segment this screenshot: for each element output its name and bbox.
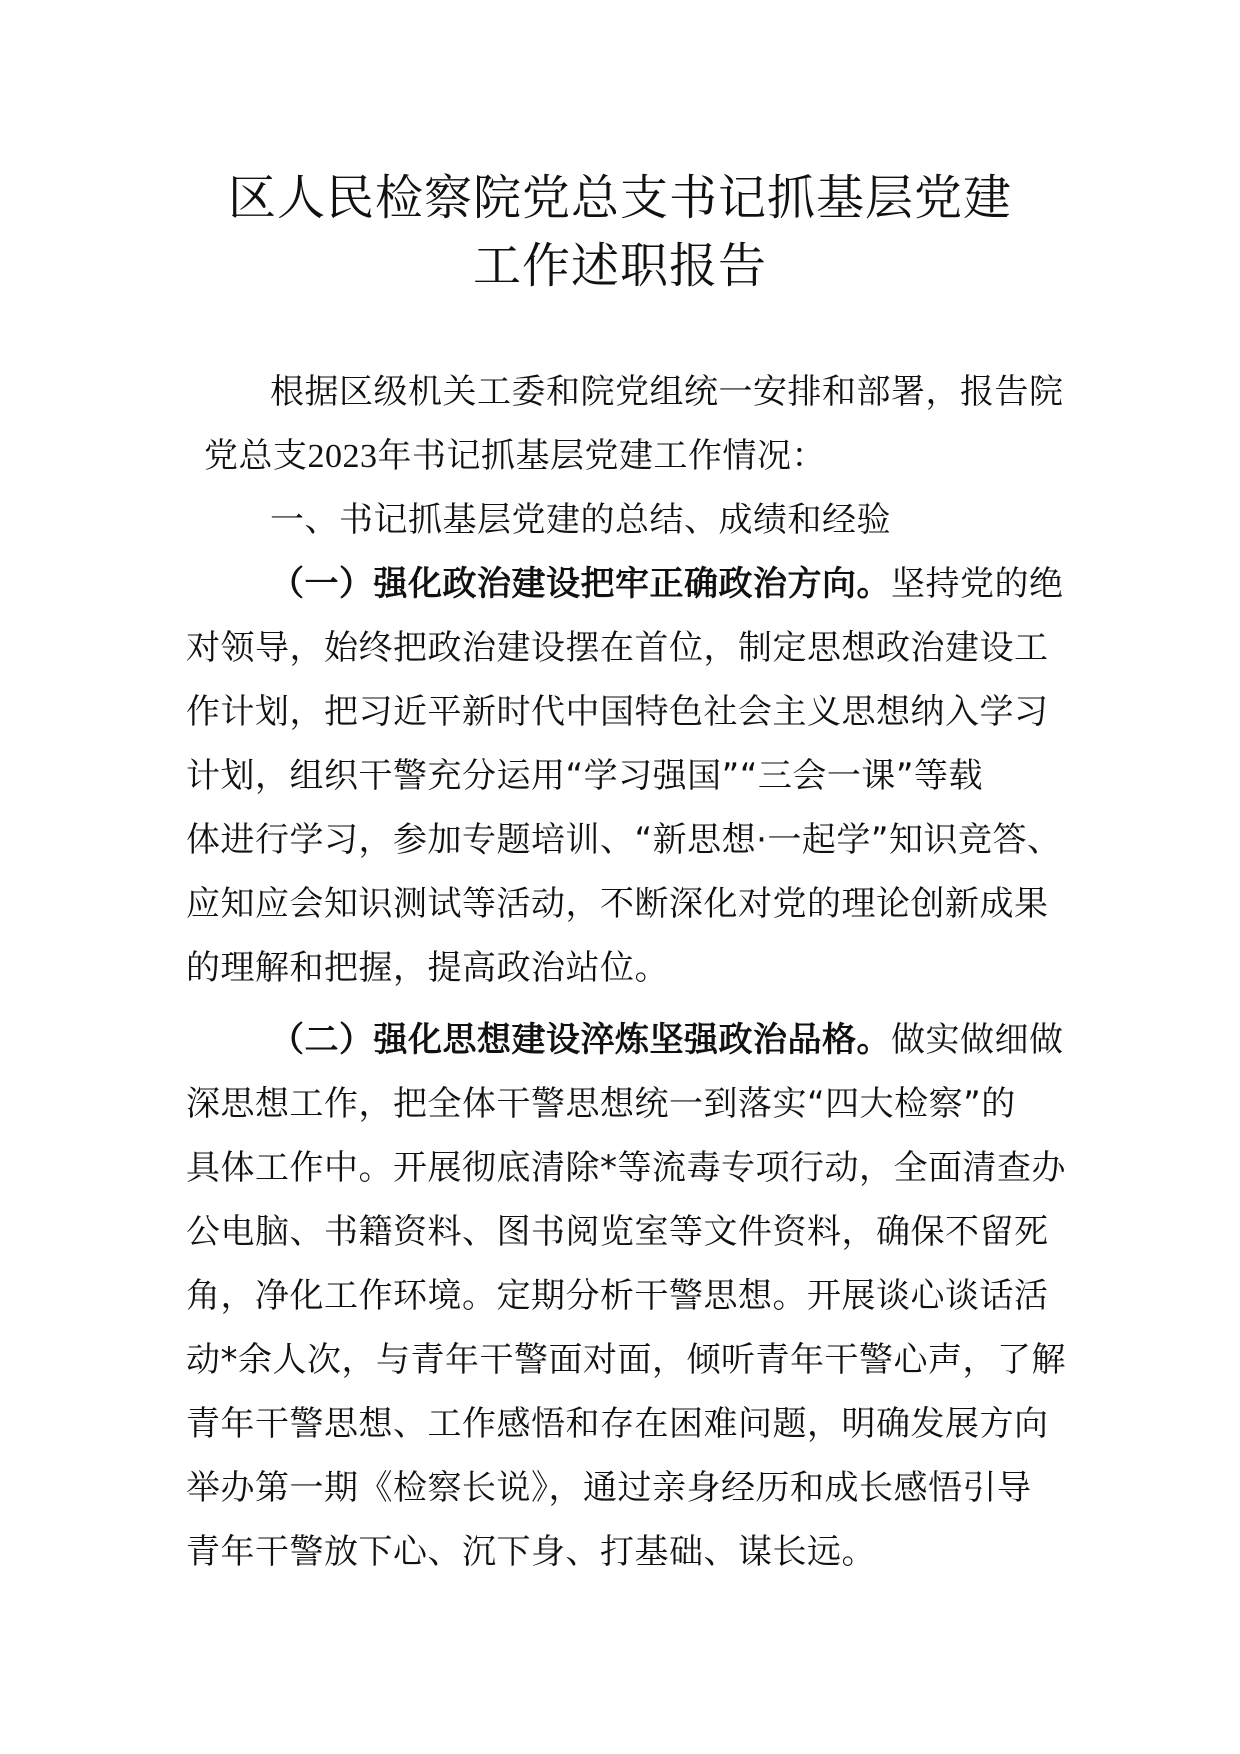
intro-line-2 (204, 436, 826, 477)
para2-line: 公电脑、书籍资料、图书阅览室等文件资料，确保不留死 (186, 1212, 1049, 1252)
para2-line: 深思想工作，把全体干警思想统一到落实“四大检察”的 (186, 1084, 1016, 1124)
intro-line-2-suffix: 年书记抓基层党建工作情况： (377, 436, 826, 476)
para1-line: 应知应会知识测试等活动，不断深化对党的理论创新成果 (186, 884, 1049, 924)
para2-line: 具体工作中。开展彻底清除*等流毒专项行动，全面清查办 (186, 1148, 1066, 1188)
section-heading: 一、书记抓基层党建的总结、成绩和经验 (270, 500, 891, 540)
document-title-line-2: 工作述职报告 (472, 238, 767, 294)
para1-line: 对领导，始终把政治建设摆在首位，制定思想政治建设工 (186, 628, 1049, 668)
para2-line: 举办第一期《检察长说》，通过亲身经历和成长感悟引导 (186, 1468, 1032, 1508)
para2-line: 青年干警放下心、沉下身、打基础、谋长远。 (186, 1532, 876, 1572)
para1-line: 体进行学习，参加专题培训、“新思想·一起学”知识竞答、 (186, 820, 1062, 860)
para2-line: 动*余人次，与青年干警面对面，倾听青年干警心声，了解 (186, 1340, 1066, 1380)
para1-line: 的理解和把握，提高政治站位。 (186, 948, 669, 988)
para2-first-line-rest: 做实做细做 (891, 1020, 1064, 1060)
para2-line: 青年干警思想、工作感悟和存在困难问题，明确发展方向 (186, 1404, 1049, 1444)
para2-first-line (270, 1020, 1064, 1060)
para1-first-line (270, 564, 1064, 604)
intro-line-1: 根据区级机关工委和院党组统一安排和部署，报告院 (270, 372, 1064, 412)
document-title-line-1: 区人民检察院党总支书记抓基层党建 (227, 170, 1012, 226)
para1-first-line-rest: 坚持党的绝 (891, 564, 1064, 604)
para1-line: 计划，组织干警充分运用“学习强国”“三会一课”等载 (186, 756, 983, 796)
intro-line-2-prefix: 党总支 (204, 436, 308, 476)
para2-line: 角，净化工作环境。定期分析干警思想。开展谈心谈话活 (186, 1276, 1049, 1316)
para1-line: 作计划，把习近平新时代中国特色社会主义思想纳入学习 (186, 692, 1049, 732)
para1-bold-heading: （一）强化政治建设把牢正确政治方向。 (270, 564, 891, 604)
report-year: 2023 (307, 438, 378, 475)
para2-bold-heading: （二）强化思想建设淬炼坚强政治品格。 (270, 1020, 891, 1060)
